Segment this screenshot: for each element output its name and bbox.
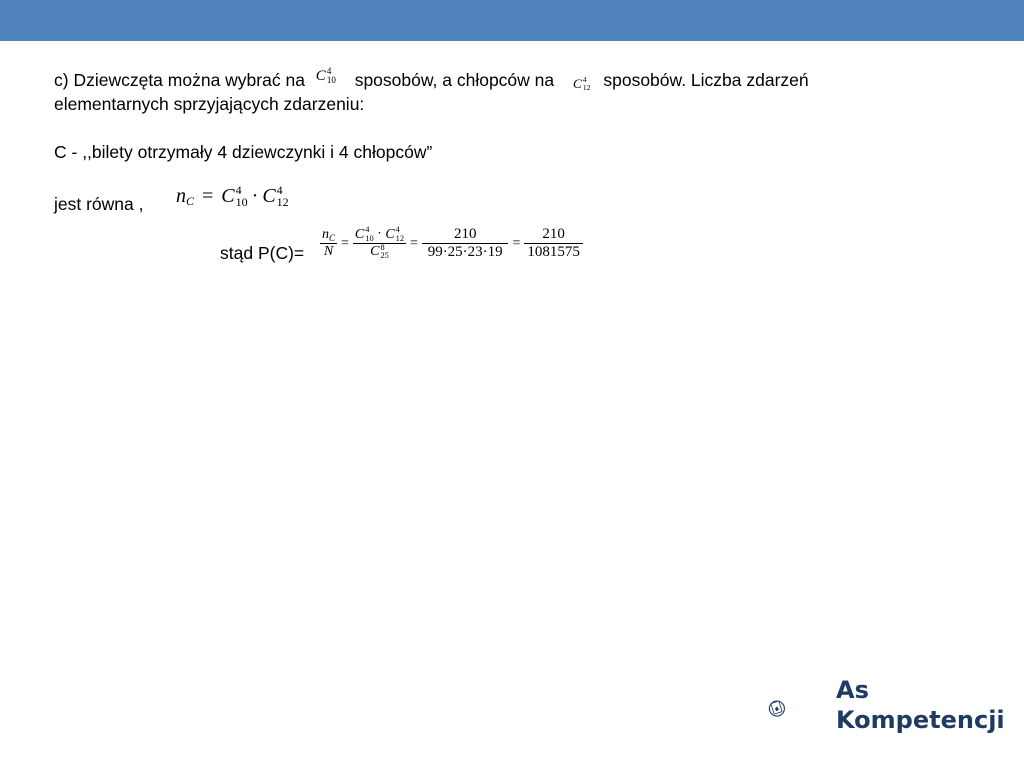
denominator-product: 99·25·23·19: [427, 244, 503, 260]
text-line-3: C - ,,bilety otrzymały 4 dziewczynki i 4 chłopców”: [54, 142, 433, 162]
comb-sup: 4: [326, 66, 332, 76]
numerator-210: 210: [524, 226, 583, 244]
comb-sup: 8: [380, 243, 385, 252]
comb-sub: 12: [582, 83, 591, 92]
comb-sub: 10: [235, 195, 248, 209]
comb-sub: 10: [326, 75, 336, 85]
comb-letter: C: [315, 68, 326, 84]
line1-part1: c) Dziewczęta można wybrać na: [54, 70, 305, 90]
equals-sign: =: [512, 235, 521, 251]
comb-sub: 25: [380, 251, 389, 261]
formula-nc: [176, 184, 289, 208]
comb-sup: 4: [365, 225, 370, 235]
comb-letter: C: [573, 76, 582, 91]
text-line-1: [54, 68, 809, 94]
n-subscript: C: [329, 233, 336, 243]
text-line-2: elementarnych sprzyjających zdarzeniu:: [54, 94, 365, 114]
fraction-nc-over-n: [320, 227, 337, 260]
comb-sup: 4: [395, 225, 400, 235]
fraction-combinations: [353, 226, 406, 261]
n-total: N: [323, 244, 334, 259]
header-bar: [0, 0, 1024, 41]
equals-sign: =: [341, 235, 349, 251]
n-symbol: n: [176, 184, 186, 207]
as-kompetencji-logo-icon: [768, 672, 832, 744]
comb-letter: C: [385, 226, 395, 242]
combination-c10-4-small: [355, 226, 374, 243]
comb-letter: C: [221, 184, 235, 207]
line1-part3: sposobów. Liczba zdarzeń: [603, 70, 809, 90]
combination-c12-4: [573, 72, 590, 96]
comb-sup: 4: [235, 183, 242, 197]
n-symbol: n: [322, 227, 329, 242]
comb-sub: 12: [276, 195, 289, 209]
text-line-4: jest równa ,: [54, 194, 144, 214]
numerator-210: 210: [422, 226, 509, 244]
denominator-1081575: 1081575: [527, 244, 580, 260]
line1-part2: sposobów, a chłopców na: [354, 70, 555, 90]
dot-operator: ·: [377, 226, 382, 242]
combination-c10-4: [316, 64, 336, 88]
combination-c25-8: [370, 244, 389, 261]
dot-operator: ·: [251, 184, 259, 207]
combination-c12-4-large: [262, 184, 288, 208]
probability-formula: [316, 226, 587, 261]
logo-text-kompetencji: Kompetencji: [836, 706, 1005, 734]
comb-letter: C: [354, 226, 365, 242]
n-subscript: C: [186, 193, 195, 208]
comb-letter: C: [262, 184, 276, 207]
comb-sup: 4: [582, 75, 587, 85]
comb-letter: C: [370, 244, 380, 260]
fraction-210-over-product: [422, 226, 509, 261]
equals-sign: =: [410, 235, 418, 251]
fraction-210-over-1081575: [524, 226, 583, 261]
logo-text-as: As: [836, 676, 869, 704]
combination-c10-4-large: [221, 184, 247, 208]
comb-sup: 4: [276, 183, 283, 197]
comb-sub: 10: [365, 233, 374, 243]
equals-sign: =: [202, 184, 214, 207]
text-line-5-label: stąd P(C)=: [220, 243, 305, 263]
combination-c12-4-small: [385, 226, 404, 243]
comb-sub: 12: [395, 233, 405, 243]
